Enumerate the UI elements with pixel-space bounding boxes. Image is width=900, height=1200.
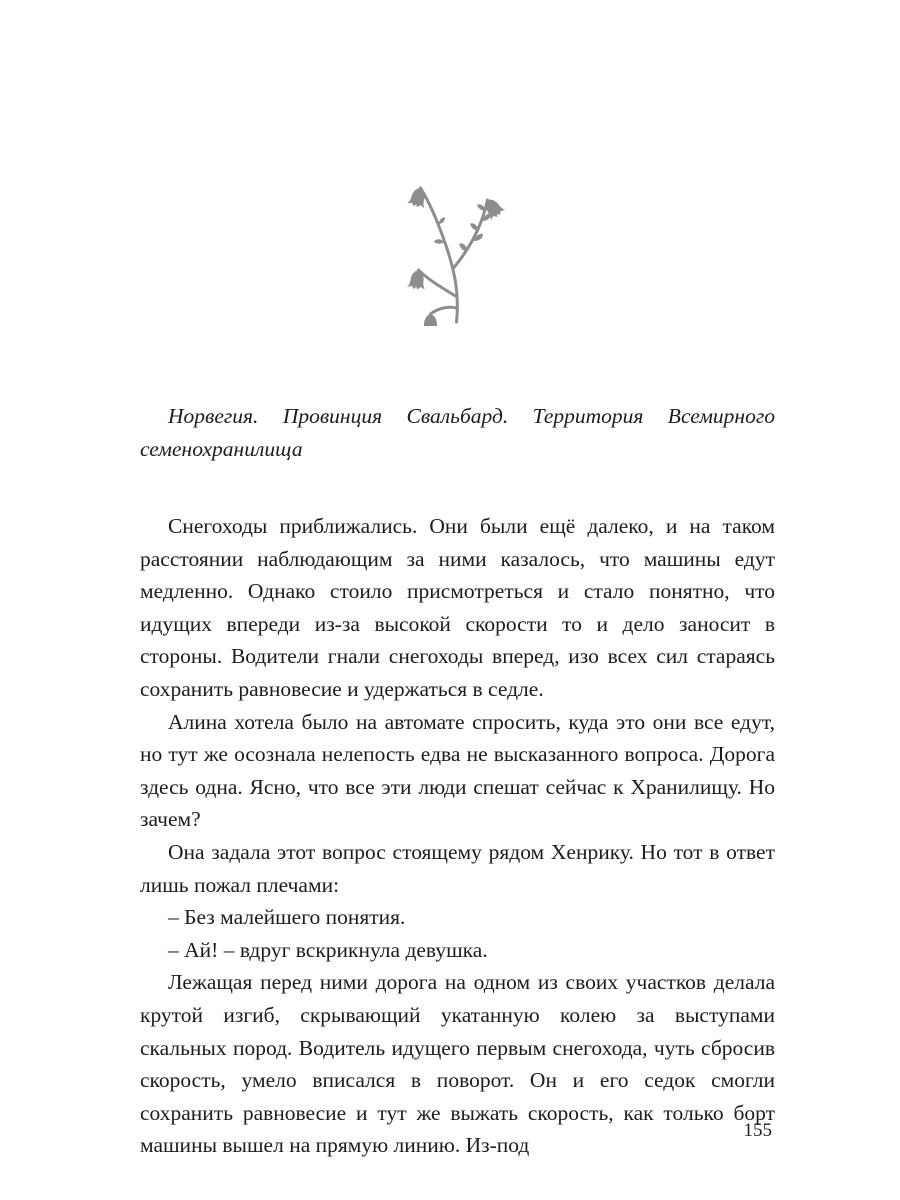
page-number: 155 [743, 1120, 772, 1141]
paragraph: Снегоходы приближались. Они были ещё далеко, и на таком расстоянии наблюдающим за ними казалось, что машины едут медленно. Однако стоило присмотреться и стало понятно, что идущих впереди из-за высокой скорости то и дело заносит в стороны. Водители гнали снегоходы вперед, изо всех сил стараясь сохранить равновесие и удержаться в седле. [140, 514, 775, 701]
paragraph: Алина хотела было на автомате спросить, куда это они все едут, но тут же осознала нелепость едва не высказанного вопроса. Дорога здесь одна. Ясно, что все эти люди спешат сейчас к Хранилищу. Но зачем? [140, 709, 775, 832]
bellflower-branch-icon [368, 146, 548, 326]
paragraph: Лежащая перед ними дорога на одном из своих участков делала крутой изгиб, скрывающий укатанную колею за выступами скальных пород. Водитель идущего первым снегохода, чуть сбросив скорость, умело вписался в поворот. Он и его седок смогли сохранить равновесие и тут же выжать скорость, как только борт машины вышел на прямую линию. Из-под [140, 970, 775, 1158]
dialogue-line: – Ай! – вдруг вскрикнула девушка. [168, 937, 488, 962]
dialogue-line: – Без малейшего понятия. [168, 905, 406, 930]
body-text [140, 510, 775, 1162]
chapter-location-line: Норвегия. Провинция Свальбард. Территория Всемирного семенохранилища [140, 404, 775, 461]
paragraph: Она задала этот вопрос стоящему рядом Хенрику. Но тот в ответ лишь пожал плечами: [140, 839, 775, 897]
floral-ornament [140, 0, 775, 326]
